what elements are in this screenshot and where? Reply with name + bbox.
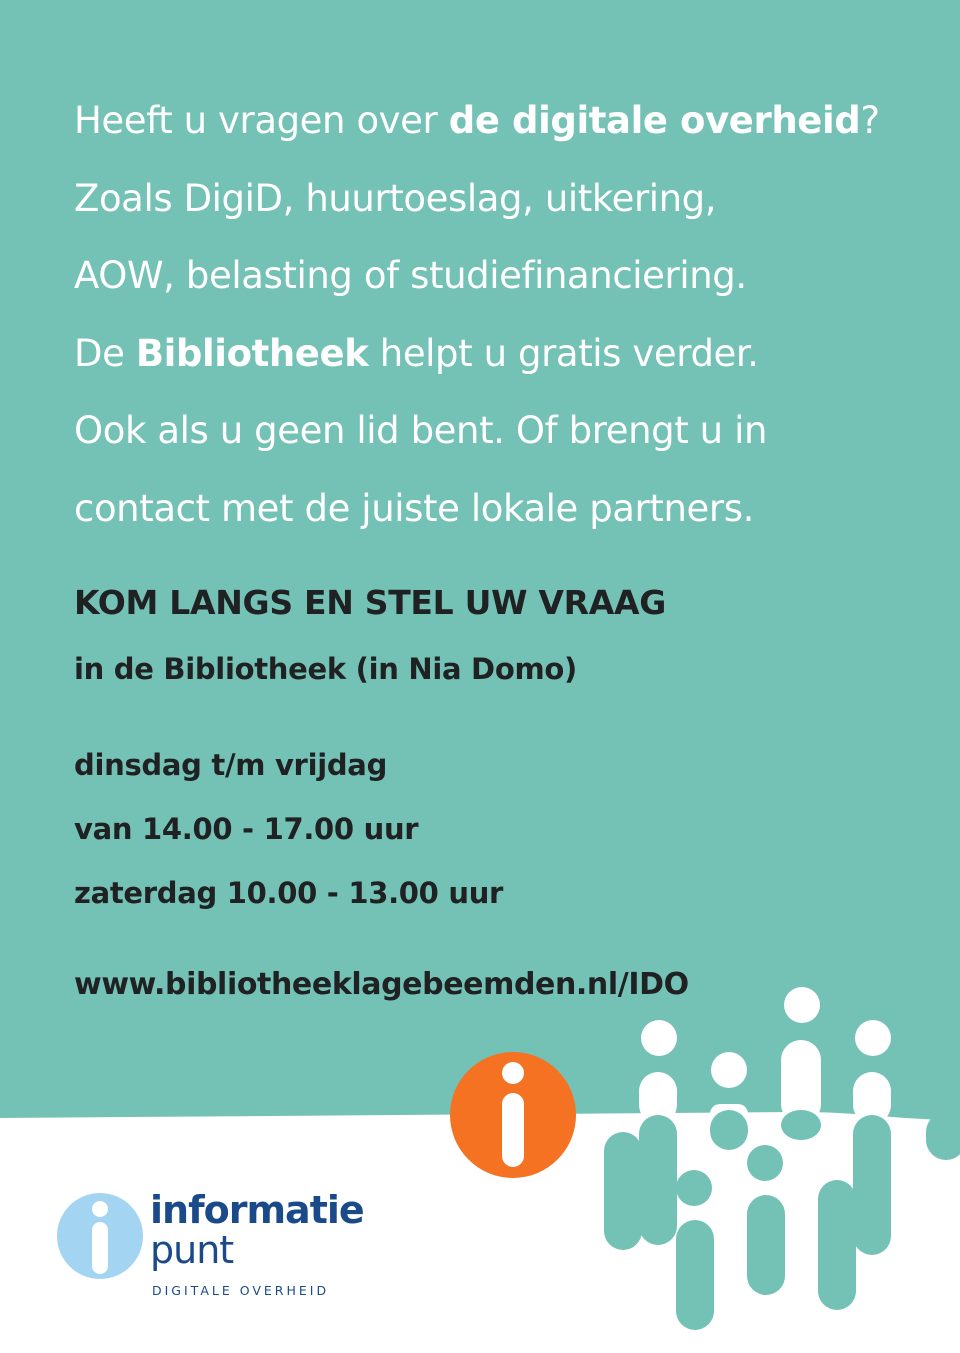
logo-word-informatie: informatie [150,1188,364,1232]
intro-line-5: Ook als u geen lid bent. Of brengt u in [74,409,768,452]
intro-line-1: Heeft u vragen over de digitale overheid? [74,99,880,142]
logo-word-punt: punt [150,1228,234,1272]
intro-line-6: contact met de juiste lokale partners. [74,486,754,530]
intro-line-2: Zoals DigiD, huurtoeslag, uitkering, [74,176,717,220]
opening-hours-weekday: van 14.00 - 17.00 uur [74,812,419,846]
cta-location: in de Bibliotheek (in Nia Domo) [74,652,577,686]
opening-days: dinsdag t/m vrijdag [74,748,388,782]
intro-line-3: AOW, belasting of studiefinanciering. [74,254,747,297]
logo-tagline: DIGITALE OVERHEID [152,1283,330,1298]
cta-heading: KOM LANGS EN STEL UW VRAAG [74,583,666,622]
opening-hours-saturday: zaterdag 10.00 - 13.00 uur [74,876,504,910]
intro-line-4: De Bibliotheek helpt u gratis verder. [74,331,759,375]
website-link[interactable]: www.bibliotheeklagebeemden.nl/IDO [74,967,689,1002]
